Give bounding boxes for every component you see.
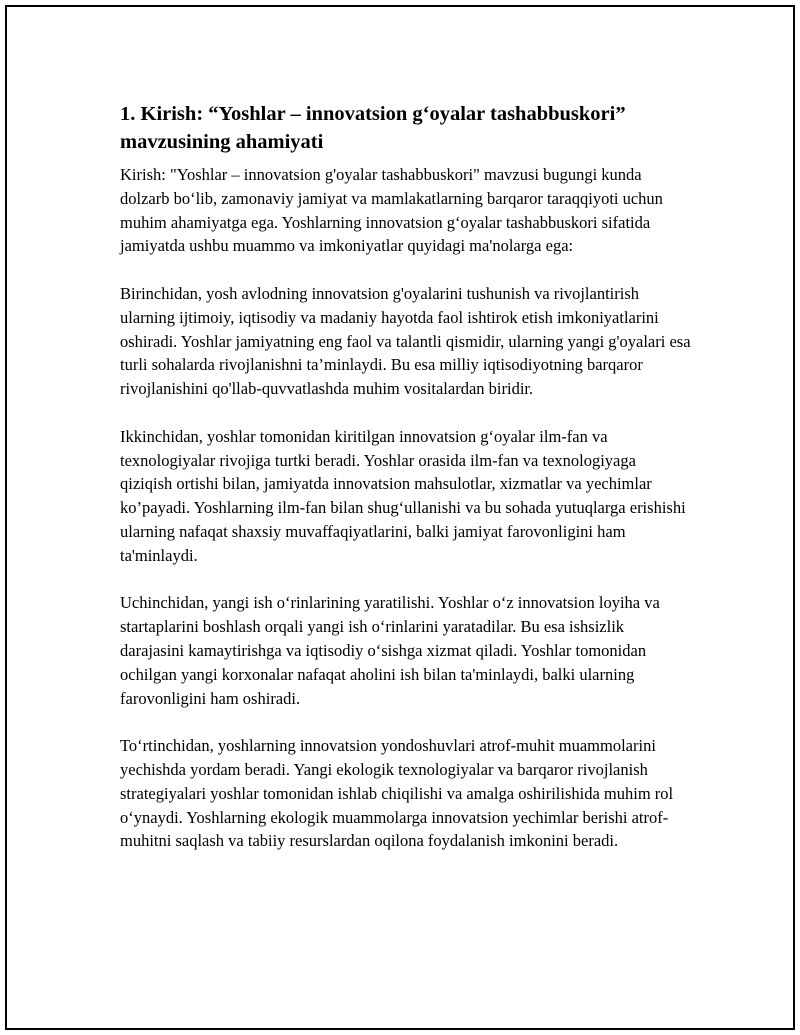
page-frame <box>5 5 795 1030</box>
paragraph-fourth: To‘rtinchidan, yoshlarning innovatsion yondoshuvlari atrof-muhit muammolarini yechishda yordam beradi. Yangi ekologik texnologiyalar va barqaror rivojlanish strategiyalari yoshlar tomonidan ishlab chiqilishi va amalga oshirilishida muhim rol o‘ynaydi. Yoshlarning ekologik muammolarga innovatsion yechimlar berishi atrof-muhitni saqlash va tabiiy resurslardan oqilona foydalanish imkonini beradi. <box>120 736 674 851</box>
section-heading: 1. Kirish: “Yoshlar – innovatsion g‘oyalar tashabbuskori” mavzusining ahamiyati <box>120 103 626 153</box>
paragraph-first: Birinchidan, yosh avlodning innovatsion g'oyalarini tushunish va rivojlantirish ularning ijtimoiy, iqtisodiy va madaniy hayotda faol ishtirok etish imkoniyatlarini oshiradi. Yoshlar jamiyatning eng faol va talantli qismidir, ularning yangi g'oyalari esa turli sohalarda rivojlanishni ta’minlaydi. Bu esa milliy iqtisodiyotning barqaror rivojlanishini qo'llab-quvvatlashda muhim vositalardan biridir. <box>120 283 691 399</box>
paragraph-intro: Kirish: "Yoshlar – innovatsion g'oyalar tashabbuskori" mavzusi bugungi kunda dolzarb bo‘lib, zamonaviy jamiyat va mamlakatlarning barqaror taraqqiyoti uchun muhim ahamiyatga ega. Yoshlarning innovatsion g‘oyalar tashabbuskori sifatida jamiyatda ushbu muammo va imkoniyatlar quyidagi ma'nolarga ega: <box>120 165 663 256</box>
paragraph-third: Uchinchidan, yangi ish o‘rinlarining yaratilishi. Yoshlar o‘z innovatsion loyiha va startaplarini boshlash orqali yangi ish o‘rinlarini yaratadilar. Bu esa ishsizlik darajasini kamaytirishga va iqtisodiy o‘sishga xizmat qiladi. Yoshlar tomonidan ochilgan yangi korxonalar nafaqat aholini ish bilan ta'minlaydi, balki ularning farovonligini ham oshiradi. <box>120 593 660 708</box>
document-body <box>120 100 692 877</box>
paragraph-second: Ikkinchidan, yoshlar tomonidan kiritilgan innovatsion g‘oyalar ilm-fan va texnologiyalar rivojiga turtki beradi. Yoshlar orasida ilm-fan va texnologiyaga qiziqish ortishi bilan, jamiyatda innovatsion mahsulotlar, xizmatlar va yechimlar ko’payadi. Yoshlarning ilm-fan bilan shug‘ullanishi va bu sohada yutuqlarga erishishi ularning nafaqat shaxsiy muvaffaqiyatlarini, balki jamiyat farovonligini ham ta'minlaydi. <box>120 426 686 565</box>
